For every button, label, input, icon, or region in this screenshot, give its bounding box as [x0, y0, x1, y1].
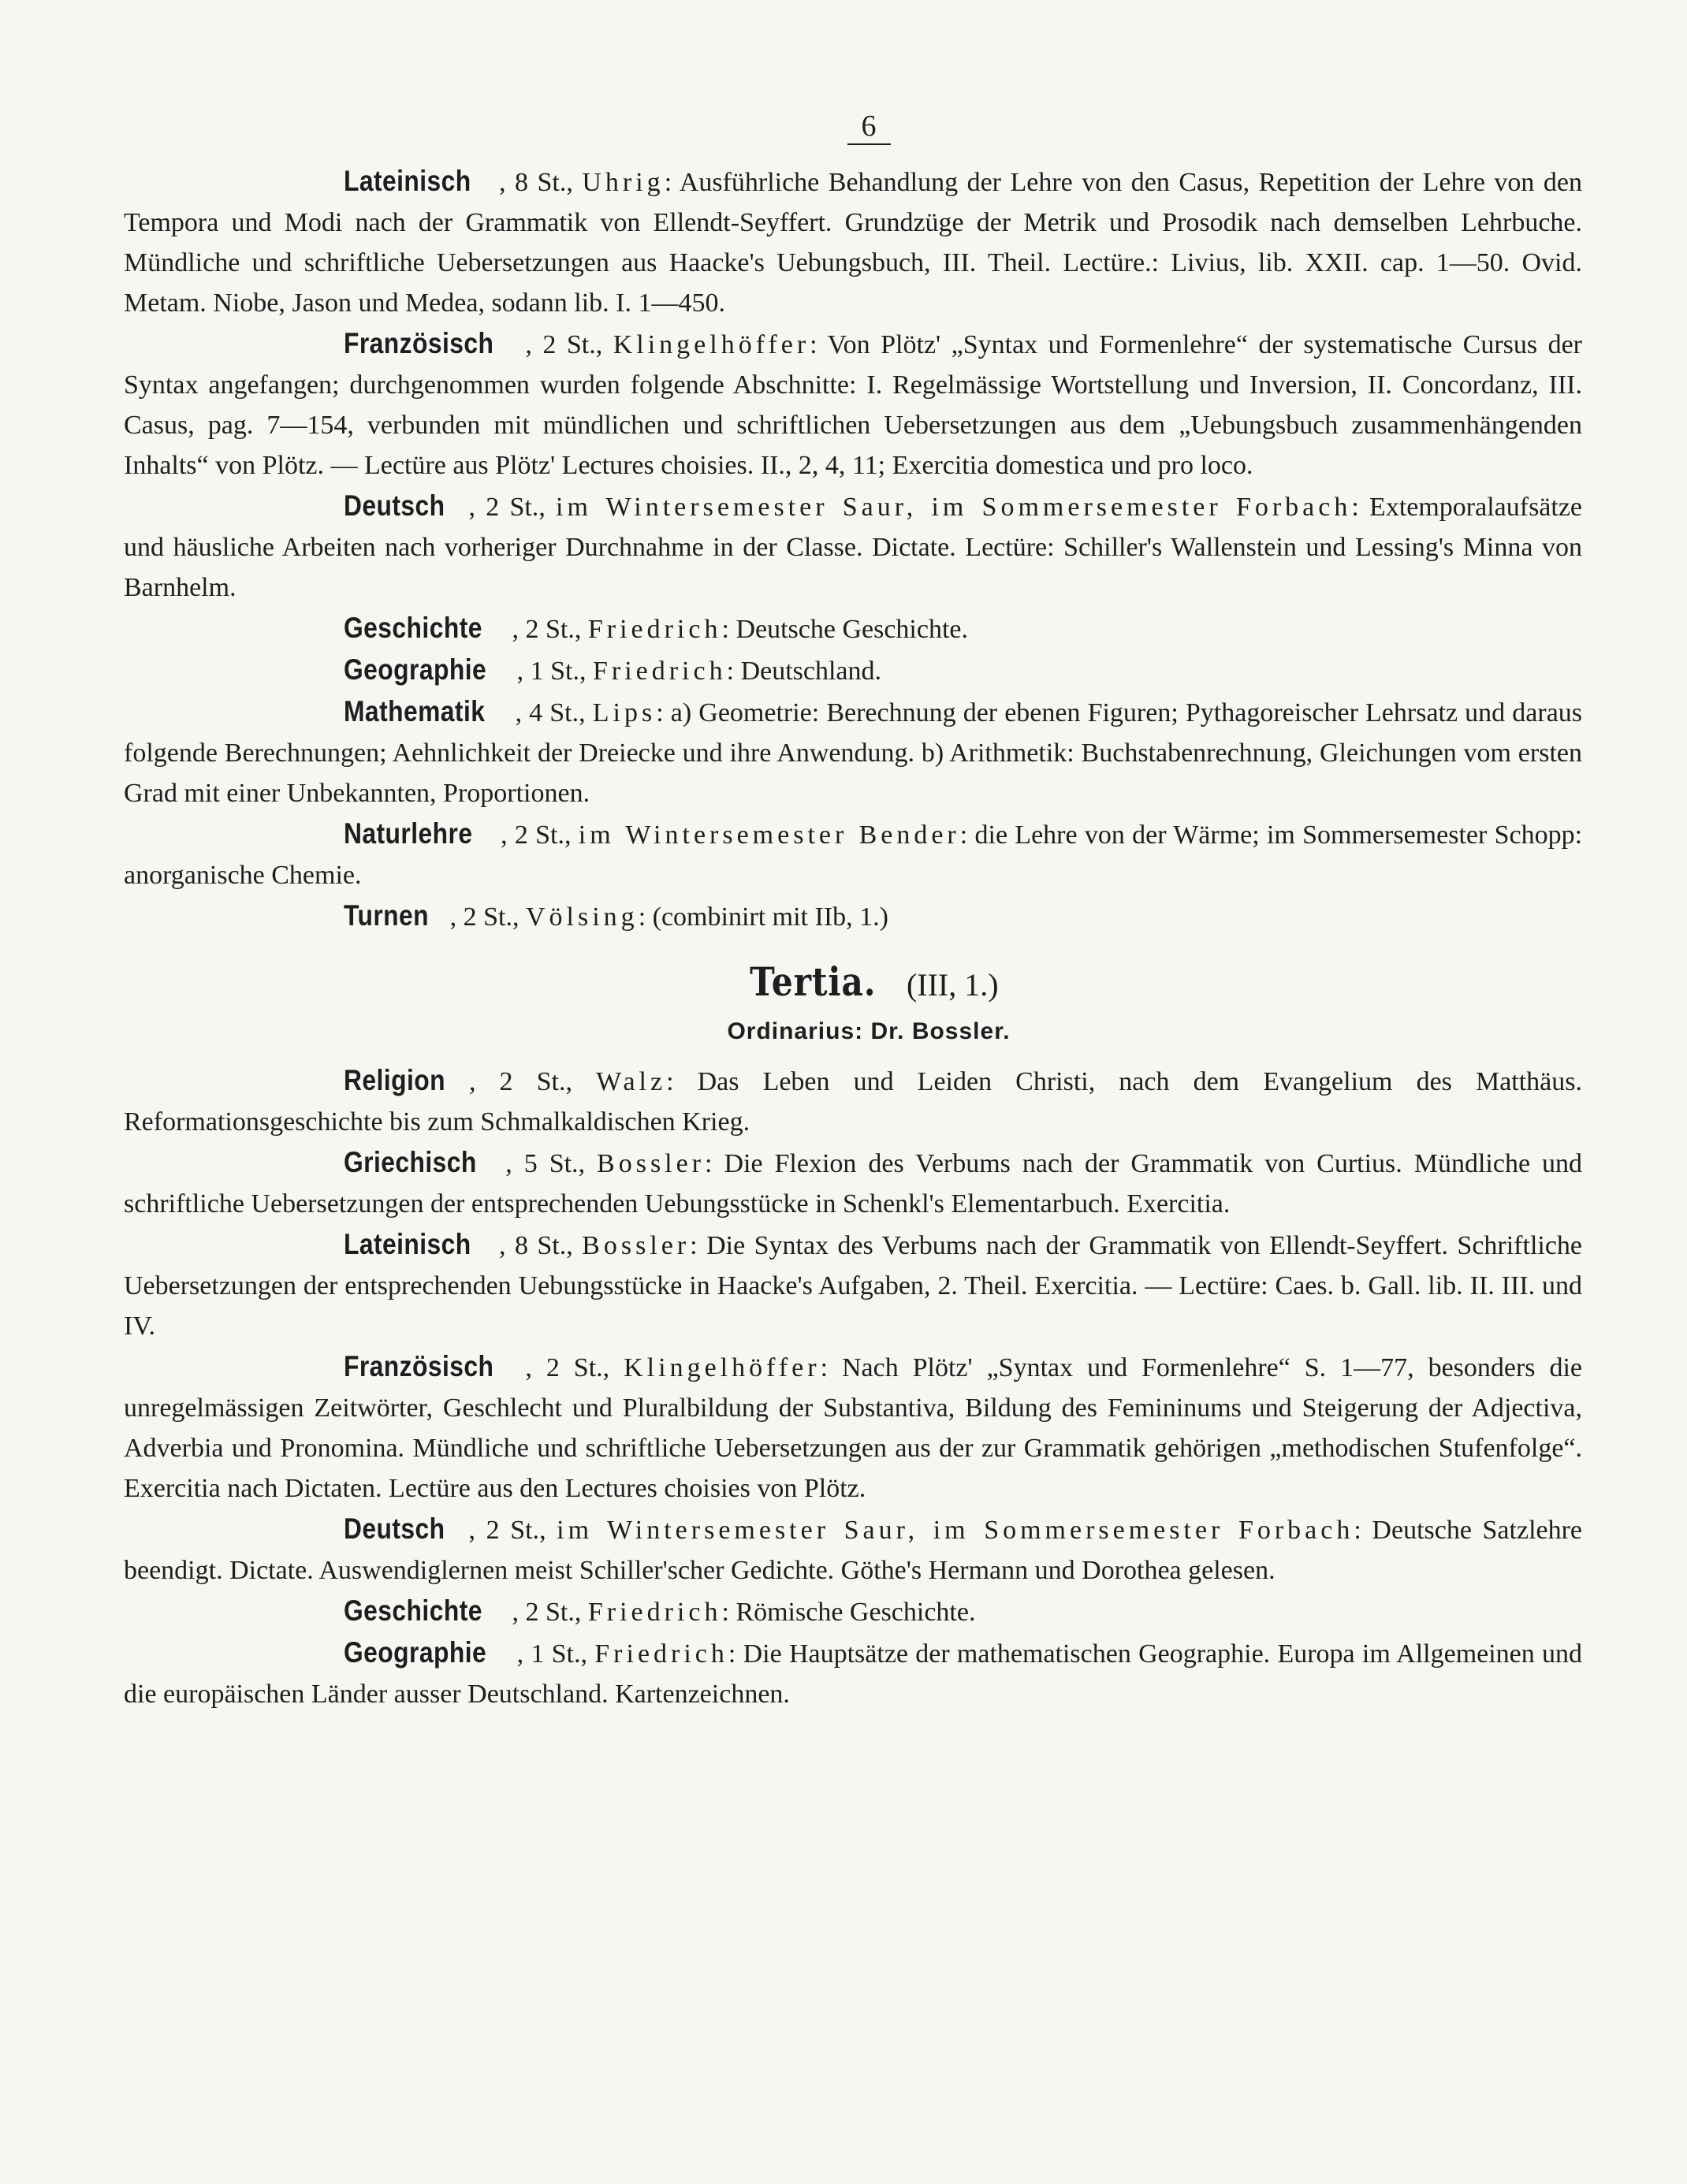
subject-entry: Lateinisch , 8 St., Bossler: Die Syntax des Verbums nach der Grammatik von Ellendt-Seyffert. Schriftliche Uebersetzungen der entsprechenden Uebungsstücke in Haacke's Aufgaben, 2. Theil. Exercitia. — Lectüre: Caes. b. Gall. lib. II. III. und IV. — [124, 1224, 1582, 1346]
subject-description: a) Geometrie: Berechnung der ebenen Figuren; Pythagoreischer Lehrsatz und daraus folgende Berechnungen; Aehnlichkeit der Dreiecke und ihre Anwendung. b) Arithmetik: Buchstabenrechnung, Gleichungen vom ersten Grad mit einer Unbekannten, Proportionen. — [124, 698, 1583, 808]
teacher: Klingelhöffer — [624, 1353, 821, 1382]
subject-name: Geschichte — [344, 1594, 482, 1627]
subject-name: Französisch — [344, 1350, 494, 1382]
subject-entry: Deutsch , 2 St., im Wintersemester Saur, im Sommersemester Forbach: Extemporalaufsätze und häusliche Arbeiten nach vorheriger Durchnahme in der Classe. Dictate. Lectüre: Schiller's Wallenstein und Lessing's Minna von Barnhelm. — [124, 486, 1582, 608]
subject-description: Von Plötz' „Syntax und Formenlehre“ der systematische Cursus der Syntax angefangen; durchgenommen wurden folgende Abschnitte: I. Regelmässige Wortstellung und Inversion, II. Concordanz, III. Casus, pag. 7—154, verbunden mit mündlichen und schriftlichen Uebersetzungen aus dem „Uebungsbuch zusammenhängenden Inhalts“ von Plötz. — Lectüre aus Plötz' Lectures choisies. II., 2, 4, 11; Exercitia domestica und pro loco. — [124, 330, 1583, 480]
hours: 2 St. — [542, 330, 596, 359]
hours: 2 St. — [525, 615, 575, 644]
subject-name: Religion — [344, 1064, 445, 1096]
subject-entry: Griechisch , 5 St., Bossler: Die Flexion des Verbums nach der Grammatik von Curtius. Mündliche und schriftliche Uebersetzungen der entsprechenden Uebungsstücke in Schenkl's Elementarbuch. Exercitia. — [124, 1142, 1582, 1224]
teacher: Friedrich — [587, 615, 722, 644]
teacher: Völsing — [526, 902, 639, 932]
document-page — [124, 110, 1582, 1714]
hours: 2 St. — [463, 902, 512, 932]
ordinarius-line: Ordinarius: Dr. Bossler. — [727, 1018, 1011, 1044]
subject-description: Deutsche Satzlehre beendigt. Dictate. Auswendiglernen meist Schiller'scher Gedichte. Göthe's Hermann und Dorothea gelesen. — [124, 1516, 1583, 1585]
subject-entry: Geographie , 1 St., Friedrich: Die Hauptsätze der mathematischen Geographie. Europa im Allgemeinen und die europäischen Länder ausser Deutschland. Kartenzeichnen. — [124, 1632, 1582, 1714]
subject-entry: Deutsch , 2 St., im Wintersemester Saur, im Sommersemester Forbach: Deutsche Satzlehre beendigt. Dictate. Auswendiglernen meist Schiller'scher Gedichte. Göthe's Hermann und Dorothea gelesen. — [124, 1509, 1582, 1591]
teacher: Bossler — [597, 1149, 706, 1178]
subject-entry: Geschichte , 2 St., Friedrich: Deutsche Geschichte. — [124, 608, 1582, 649]
subject-name: Turnen — [344, 899, 430, 932]
teacher: im Wintersemester Bender — [578, 820, 960, 850]
teacher: Lips — [592, 698, 657, 727]
teacher: Friedrich — [594, 1639, 728, 1669]
lower-curriculum — [124, 1060, 1582, 1714]
subject-name: Deutsch — [344, 489, 445, 522]
section-subtitle: (III, 1.) — [906, 967, 999, 1003]
subject-description: Deutsche Geschichte. — [736, 615, 968, 644]
teacher: Walz — [596, 1067, 667, 1096]
subject-entry: Turnen , 2 St., Völsing: (combinirt mit IIb, 1.) — [124, 895, 1582, 937]
upper-curriculum — [124, 161, 1582, 937]
subject-name: Geographie — [344, 653, 487, 686]
hours: 4 St. — [529, 698, 579, 727]
subject-description: Nach Plötz' „Syntax und Formenlehre“ S. 1—77, besonders die unregelmässigen Zeitwörter, Geschlecht und Pluralbildung der Substantiva, Bildung des Femininums und Steigerung der Adjectiva, Adverbia und Pronomina. Mündliche und schriftliche Uebersetzungen aus der zur Grammatik gehörigen „methodischen Stufenfolge“. Exercitia nach Dictaten. Lectüre aus den Lectures choisies von Plötz. — [124, 1353, 1583, 1503]
hours: 2 St. — [525, 1598, 575, 1627]
hours: 1 St. — [531, 1639, 581, 1669]
hours: 2 St. — [546, 1353, 603, 1382]
subject-entry: Französisch , 2 St., Klingelhöffer: Nach Plötz' „Syntax und Formenlehre“ S. 1—77, besonders die unregelmässigen Zeitwörter, Geschlecht und Pluralbildung der Substantiva, Bildung des Femininums und Steigerung der Adjectiva, Adverbia und Pronomina. Mündliche und schriftliche Uebersetzungen aus der zur Grammatik gehörigen „methodischen Stufenfolge“. Exercitia nach Dictaten. Lectüre aus den Lectures choisies von Plötz. — [124, 1346, 1582, 1509]
section-title: Tertia. — [750, 958, 877, 1005]
teacher: Bossler — [582, 1231, 691, 1260]
subject-description: Deutschland. — [740, 657, 882, 686]
subject-description: Römische Geschichte. — [736, 1598, 976, 1627]
subject-description: die Lehre von der Wärme; im Sommersemester Schopp: anorganische Chemie. — [124, 820, 1583, 890]
subject-description: Extemporalaufsätze und häusliche Arbeiten nach vorheriger Durchnahme in der Classe. Dictate. Lectüre: Schiller's Wallenstein und Lessing's Minna von Barnhelm. — [124, 493, 1583, 602]
page-number: 6 — [155, 110, 1582, 161]
subject-name: Naturlehre — [344, 817, 473, 850]
subject-description: Das Leben und Leiden Christi, nach dem Evangelium des Matthäus. Reformationsgeschichte bis zum Schmalkaldischen Krieg. — [124, 1067, 1583, 1137]
hours: 2 St. — [499, 1067, 566, 1096]
subject-entry: Geographie , 1 St., Friedrich: Deutschland. — [124, 649, 1582, 691]
subject-name: Lateinisch — [344, 165, 471, 197]
teacher: Uhrig — [582, 168, 665, 197]
hours: 2 St. — [486, 493, 539, 522]
subject-name: Geographie — [344, 1636, 487, 1669]
teacher: Friedrich — [592, 657, 727, 686]
teacher: Klingelhöffer — [613, 330, 810, 359]
subject-description: Die Syntax des Verbums nach der Grammatik von Ellendt-Seyffert. Schriftliche Uebersetzungen der entsprechenden Uebungsstücke in Haacke's Aufgaben, 2. Theil. Exercitia. — Lectüre: Caes. b. Gall. lib. II. III. und IV. — [124, 1231, 1583, 1341]
subject-entry: Naturlehre , 2 St., im Wintersemester Bender: die Lehre von der Wärme; im Sommersemester Schopp: anorganische Chemie. — [124, 813, 1582, 895]
teacher: im Wintersemester Saur, im Sommersemester Forbach — [557, 1516, 1354, 1545]
subject-name: Deutsch — [344, 1512, 445, 1545]
subject-name: Französisch — [344, 327, 494, 359]
hours: 8 St. — [515, 168, 567, 197]
subject-description: (combinirt mit IIb, 1.) — [652, 902, 888, 932]
teacher: Friedrich — [587, 1598, 722, 1627]
subject-entry: Mathematik , 4 St., Lips: a) Geometrie: Berechnung der ebenen Figuren; Pythagoreischer Lehrsatz und daraus folgende Berechnungen; Aehnlichkeit der Dreiecke und ihre Anwendung. b) Arithmetik: Buchstabenrechnung, Gleichungen vom ersten Grad mit einer Unbekannten, Proportionen. — [124, 691, 1582, 813]
hours: 2 St. — [486, 1516, 540, 1545]
subject-entry: Religion , 2 St., Walz: Das Leben und Leiden Christi, nach dem Evangelium des Matthäus. Reformationsgeschichte bis zum Schmalkaldischen Krieg. — [124, 1060, 1582, 1142]
subject-entry: Geschichte , 2 St., Friedrich: Römische Geschichte. — [124, 1591, 1582, 1632]
subject-entry: Lateinisch , 8 St., Uhrig: Ausführliche Behandlung der Lehre von den Casus, Repetition der Lehre von den Tempora und Modi nach der Grammatik von Ellendt-Seyffert. Grundzüge der Metrik und Prosodik nach demselben Lehrbuche. Mündliche und schriftliche Uebersetzungen aus Haacke's Uebungsbuch, III. Theil. Lectüre.: Livius, lib. XXII. cap. 1—50. Ovid. Metam. Niobe, Jason und Medea, sodann lib. I. 1—450. — [124, 161, 1582, 323]
section-heading — [155, 954, 1582, 1010]
subject-entry: Französisch , 2 St., Klingelhöffer: Von Plötz' „Syntax und Formenlehre“ der systematische Cursus der Syntax angefangen; durchgenommen wurden folgende Abschnitte: I. Regelmässige Wortstellung und Inversion, II. Concordanz, III. Casus, pag. 7—154, verbunden mit mündlichen und schriftlichen Uebersetzungen aus dem „Uebungsbuch zusammenhängenden Inhalts“ von Plötz. — Lectüre aus Plötz' Lectures choisies. II., 2, 4, 11; Exercitia domestica und pro loco. — [124, 323, 1582, 486]
hours: 5 St. — [523, 1149, 579, 1178]
hours: 2 St. — [514, 820, 564, 850]
subject-description: Die Flexion des Verbums nach der Grammatik von Curtius. Mündliche und schriftliche Uebersetzungen der entsprechenden Uebungsstücke in Schenkl's Elementarbuch. Exercitia. — [124, 1149, 1583, 1219]
subject-name: Lateinisch — [344, 1228, 471, 1260]
subject-name: Griechisch — [344, 1146, 477, 1178]
subject-description: Ausführliche Behandlung der Lehre von den Casus, Repetition der Lehre von den Tempora und Modi nach der Grammatik von Ellendt-Seyffert. Grundzüge der Metrik und Prosodik nach demselben Lehrbuche. Mündliche und schriftliche Uebersetzungen aus Haacke's Uebungsbuch, III. Theil. Lectüre.: Livius, lib. XXII. cap. 1—50. Ovid. Metam. Niobe, Jason und Medea, sodann lib. I. 1—450. — [124, 168, 1582, 318]
teacher: im Wintersemester Saur, im Sommersemester Forbach — [556, 493, 1352, 522]
subject-description: Die Hauptsätze der mathematischen Geographie. Europa im Allgemeinen und die europäischen Länder ausser Deutschland. Kartenzeichnen. — [124, 1639, 1583, 1709]
subject-name: Mathematik — [344, 695, 486, 727]
hours: 1 St. — [530, 657, 579, 686]
subject-name: Geschichte — [344, 612, 482, 644]
hours: 8 St. — [514, 1231, 567, 1260]
